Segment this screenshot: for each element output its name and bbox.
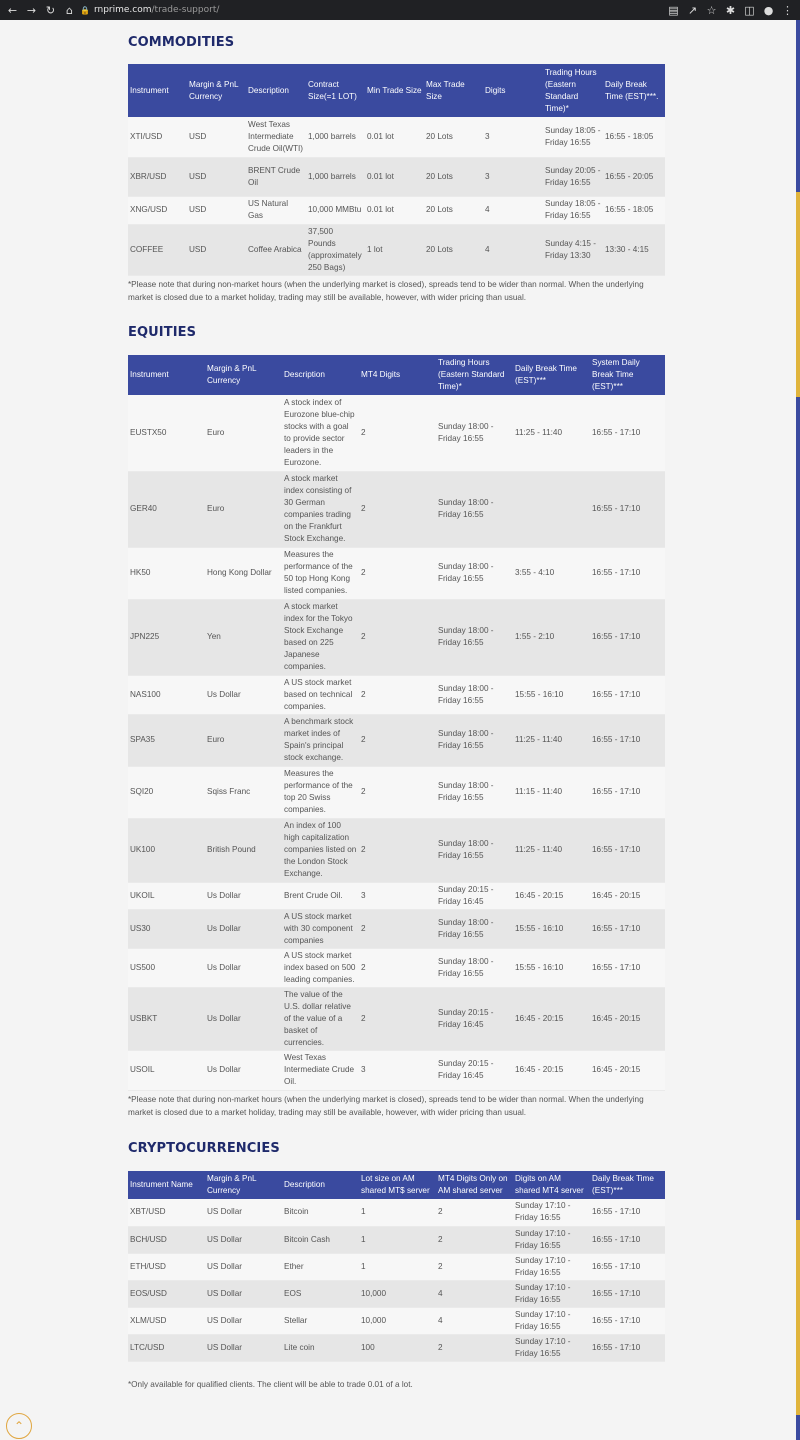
table-cell: A stock market index consisting of 30 German companies trading on the Frankfurt Stock Exchange. <box>282 471 359 547</box>
table-cell: 1 <box>359 1253 436 1280</box>
table-cell: Yen <box>205 599 282 675</box>
table-cell: 100 <box>359 1334 436 1361</box>
table-cell: Us Dollar <box>205 948 282 987</box>
table-cell: 11:25 - 11:40 <box>513 395 590 471</box>
table-cell: 16:55 - 17:10 <box>590 547 665 599</box>
table-cell: Sunday 17:10 - Friday 16:55 <box>513 1199 590 1226</box>
column-header: Margin & PnL Currency <box>187 64 246 117</box>
lock-icon: 🔒 <box>80 5 90 15</box>
table-cell: 16:45 - 20:15 <box>590 1050 665 1090</box>
table-cell: 16:55 - 17:10 <box>590 1253 665 1280</box>
table-cell: 16:55 - 17:10 <box>590 1226 665 1253</box>
table-cell: Measures the performance of the top 20 Swiss companies. <box>282 766 359 818</box>
crypto-table <box>128 1171 665 1362</box>
table-cell: 2 <box>436 1226 513 1253</box>
column-header: Description <box>282 355 359 395</box>
equities-note: *Please note that during non-market hours (when the underlying market is closed), spreads tend to be wider than normal. When the underlying market is closed due to a market holiday, trading may still be available, however, with wider pricing than usual. <box>128 1095 644 1117</box>
table-cell: 16:55 - 17:10 <box>590 1307 665 1334</box>
crypto-heading: CRYPTOCURRENCIES <box>128 1141 280 1156</box>
table-cell: COFFEE <box>128 224 187 275</box>
table-cell: Sunday 17:10 - Friday 16:55 <box>513 1226 590 1253</box>
table-row <box>128 714 665 766</box>
table-cell: 10,000 MMBtu <box>306 196 365 224</box>
table-cell: UK100 <box>128 818 205 882</box>
back-icon[interactable]: ← <box>7 3 18 17</box>
table-cell: An index of 100 high capitalization companies listed on the London Stock Exchange. <box>282 818 359 882</box>
column-header: Description <box>282 1171 359 1199</box>
table-cell: USD <box>187 196 246 224</box>
table-row <box>128 1307 665 1334</box>
table-cell: 2 <box>359 909 436 948</box>
commodities-heading: COMMODITIES <box>128 35 235 50</box>
table-cell: Stellar <box>282 1307 359 1334</box>
table-cell: 3 <box>483 117 543 157</box>
table-cell: Sunday 18:00 - Friday 16:55 <box>436 766 513 818</box>
table-cell: Euro <box>205 714 282 766</box>
table-cell: The value of the U.S. dollar relative of the value of a basket of currencies. <box>282 987 359 1050</box>
chevron-up-icon: ⌃ <box>13 1419 25 1433</box>
table-cell: 15:55 - 16:10 <box>513 675 590 714</box>
table-cell: Sunday 17:10 - Friday 16:55 <box>513 1280 590 1307</box>
table-cell: SPA35 <box>128 714 205 766</box>
table-cell: 2 <box>359 714 436 766</box>
table-cell: Lite coin <box>282 1334 359 1361</box>
table-cell: JPN225 <box>128 599 205 675</box>
table-cell: Euro <box>205 471 282 547</box>
table-cell: UKOIL <box>128 882 205 909</box>
column-header: Margin & PnL Currency <box>205 355 282 395</box>
table-cell: British Pound <box>205 818 282 882</box>
url-path: /trade-support/ <box>151 5 220 15</box>
table-cell: 20 Lots <box>424 224 483 275</box>
table-cell: Us Dollar <box>205 675 282 714</box>
menu-icon[interactable]: ⋮ <box>782 3 793 17</box>
table-row <box>128 1199 665 1226</box>
table-row <box>128 818 665 882</box>
table-cell: 10,000 <box>359 1307 436 1334</box>
table-cell: 1 <box>359 1199 436 1226</box>
table-cell: Sunday 18:00 - Friday 16:55 <box>436 395 513 471</box>
table-cell: EOS <box>282 1280 359 1307</box>
table-cell: 20 Lots <box>424 196 483 224</box>
table-cell: US Dollar <box>205 1253 282 1280</box>
table-row <box>128 882 665 909</box>
table-cell: 16:45 - 20:15 <box>513 987 590 1050</box>
table-cell: 11:25 - 11:40 <box>513 818 590 882</box>
table-cell: 1,000 barrels <box>306 157 365 196</box>
table-cell: 4 <box>436 1280 513 1307</box>
table-cell: 16:55 - 17:10 <box>590 766 665 818</box>
table-cell: 16:55 - 18:05 <box>603 196 665 224</box>
column-header: Trading Hours (Eastern Standard Time)* <box>436 355 513 395</box>
table-cell: Sunday 18:00 - Friday 16:55 <box>436 948 513 987</box>
table-cell: Sunday 20:15 - Friday 16:45 <box>436 987 513 1050</box>
table-cell: Sunday 17:10 - Friday 16:55 <box>513 1334 590 1361</box>
table-cell: SQI20 <box>128 766 205 818</box>
table-cell: 15:55 - 16:10 <box>513 948 590 987</box>
column-header: Description <box>246 64 306 117</box>
equities-table <box>128 355 665 1091</box>
column-header: Instrument <box>128 64 187 117</box>
table-cell: 2 <box>359 818 436 882</box>
table-row <box>128 1226 665 1253</box>
table-cell: 2 <box>359 471 436 547</box>
table-cell: Sunday 4:15 - Friday 13:30 <box>543 224 603 275</box>
table-cell: 13:30 - 4:15 <box>603 224 665 275</box>
column-header: Margin & PnL Currency <box>205 1171 282 1199</box>
table-row <box>128 599 665 675</box>
table-cell: USD <box>187 157 246 196</box>
table-cell: XBT/USD <box>128 1199 205 1226</box>
table-cell: 16:55 - 17:10 <box>590 818 665 882</box>
column-header: MT4 Digits <box>359 355 436 395</box>
table-header-row <box>128 355 665 395</box>
scroll-to-top-button[interactable] <box>6 1413 32 1439</box>
table-cell: US30 <box>128 909 205 948</box>
column-header: Max Trade Size <box>424 64 483 117</box>
column-header: Min Trade Size <box>365 64 424 117</box>
table-cell: USD <box>187 224 246 275</box>
table-cell: 2 <box>359 547 436 599</box>
table-cell: 4 <box>436 1307 513 1334</box>
table-row <box>128 196 665 224</box>
table-cell: US Dollar <box>205 1280 282 1307</box>
edge-accent <box>796 192 800 397</box>
column-header: Daily Break Time (EST)***. <box>603 64 665 117</box>
table-cell <box>513 471 590 547</box>
table-cell: 16:55 - 17:10 <box>590 1199 665 1226</box>
table-cell: Sunday 18:00 - Friday 16:55 <box>436 599 513 675</box>
table-cell: XTI/USD <box>128 117 187 157</box>
table-row <box>128 1253 665 1280</box>
table-cell: Us Dollar <box>205 909 282 948</box>
table-cell: Hong Kong Dollar <box>205 547 282 599</box>
table-cell: 3 <box>483 157 543 196</box>
table-header-row <box>128 1171 665 1199</box>
address-bar[interactable] <box>80 2 659 18</box>
table-cell: 16:45 - 20:15 <box>590 882 665 909</box>
table-cell: 2 <box>359 675 436 714</box>
table-cell: Sunday 17:10 - Friday 16:55 <box>513 1307 590 1334</box>
column-header: Daily Break Time (EST)*** <box>513 355 590 395</box>
table-cell: 2 <box>359 987 436 1050</box>
table-cell: 20 Lots <box>424 117 483 157</box>
table-cell: 0.01 lot <box>365 117 424 157</box>
table-row <box>128 909 665 948</box>
table-cell: Sunday 18:00 - Friday 16:55 <box>436 471 513 547</box>
column-header: Contract Size(=1 LOT) <box>306 64 365 117</box>
table-cell: Brent Crude Oil. <box>282 882 359 909</box>
table-cell: US Dollar <box>205 1199 282 1226</box>
table-cell: USBKT <box>128 987 205 1050</box>
table-cell: XLM/USD <box>128 1307 205 1334</box>
table-cell: US Dollar <box>205 1226 282 1253</box>
table-cell: 16:55 - 17:10 <box>590 948 665 987</box>
table-row <box>128 1280 665 1307</box>
table-cell: Sunday 20:05 - Friday 16:55 <box>543 157 603 196</box>
table-cell: 1 <box>359 1226 436 1253</box>
table-cell: 16:55 - 18:05 <box>603 117 665 157</box>
browser-toolbar <box>0 0 800 20</box>
table-cell: Sunday 20:15 - Friday 16:45 <box>436 1050 513 1090</box>
column-header: MT4 Digits Only on AM shared server <box>436 1171 513 1199</box>
table-cell: 2 <box>359 395 436 471</box>
column-header: Instrument Name <box>128 1171 205 1199</box>
equities-heading: EQUITIES <box>128 325 197 340</box>
column-header: System Daily Break Time (EST)*** <box>590 355 665 395</box>
table-row <box>128 157 665 196</box>
table-cell: XNG/USD <box>128 196 187 224</box>
column-header: Digits <box>483 64 543 117</box>
table-cell: Ether <box>282 1253 359 1280</box>
table-row <box>128 117 665 157</box>
reload-icon[interactable]: ↻ <box>45 3 56 17</box>
column-header: Digits on AM shared MT4 server <box>513 1171 590 1199</box>
table-cell: Sunday 18:00 - Friday 16:55 <box>436 675 513 714</box>
table-cell: 15:55 - 16:10 <box>513 909 590 948</box>
table-cell: 0.01 lot <box>365 196 424 224</box>
table-cell: LTC/USD <box>128 1334 205 1361</box>
table-row <box>128 987 665 1050</box>
table-cell: A benchmark stock market indes of Spain's principal stock exchange. <box>282 714 359 766</box>
table-cell: 20 Lots <box>424 157 483 196</box>
table-cell: Sqiss Franc <box>205 766 282 818</box>
table-cell: Euro <box>205 395 282 471</box>
table-cell: 2 <box>436 1199 513 1226</box>
table-cell: Sunday 18:00 - Friday 16:55 <box>436 818 513 882</box>
table-row <box>128 1334 665 1361</box>
table-cell: Sunday 18:00 - Friday 16:55 <box>436 714 513 766</box>
table-cell: Sunday 20:15 - Friday 16:45 <box>436 882 513 909</box>
table-cell: Us Dollar <box>205 882 282 909</box>
column-header: Trading Hours (Eastern Standard Time)* <box>543 64 603 117</box>
table-cell: 2 <box>359 599 436 675</box>
table-cell: 16:55 - 17:10 <box>590 471 665 547</box>
column-header: Lot size on AM shared MT$ server <box>359 1171 436 1199</box>
crypto-note: *Only available for qualified clients. The client will be able to trade 0.01 of a lot. <box>128 1380 413 1389</box>
table-cell: US Dollar <box>205 1334 282 1361</box>
table-cell: 3 <box>359 1050 436 1090</box>
table-cell: Bitcoin <box>282 1199 359 1226</box>
table-cell: 2 <box>436 1253 513 1280</box>
commodities-note: *Please note that during non-market hours (when the underlying market is closed), spreads tend to be wider than normal. When the underlying market is closed due to a market holiday, trading may still be available, however, with wider pricing than usual. <box>128 280 644 302</box>
table-cell: 3 <box>359 882 436 909</box>
table-cell: West Texas Intermediate Crude Oil. <box>282 1050 359 1090</box>
table-cell: US Natural Gas <box>246 196 306 224</box>
table-cell: Sunday 18:05 - Friday 16:55 <box>543 196 603 224</box>
table-cell: 4 <box>483 196 543 224</box>
table-header-row <box>128 64 665 117</box>
table-cell: BRENT Crude Oil <box>246 157 306 196</box>
table-cell: 16:55 - 17:10 <box>590 675 665 714</box>
table-cell: Measures the performance of the 50 top Hong Kong listed companies. <box>282 547 359 599</box>
table-cell: 16:55 - 17:10 <box>590 1280 665 1307</box>
table-row <box>128 1050 665 1090</box>
table-row <box>128 675 665 714</box>
table-cell: 16:45 - 20:15 <box>590 987 665 1050</box>
table-cell: 16:55 - 17:10 <box>590 395 665 471</box>
table-cell: 2 <box>359 766 436 818</box>
table-cell: ETH/USD <box>128 1253 205 1280</box>
table-cell: 16:55 - 17:10 <box>590 714 665 766</box>
table-cell: 3:55 - 4:10 <box>513 547 590 599</box>
table-cell: NAS100 <box>128 675 205 714</box>
table-cell: 16:45 - 20:15 <box>513 1050 590 1090</box>
table-cell: A stock market index for the Tokyo Stock Exchange based on 225 Japanese companies. <box>282 599 359 675</box>
table-cell: BCH/USD <box>128 1226 205 1253</box>
table-cell: EOS/USD <box>128 1280 205 1307</box>
table-cell: 11:25 - 11:40 <box>513 714 590 766</box>
table-cell: Sunday 18:05 - Friday 16:55 <box>543 117 603 157</box>
home-icon[interactable]: ⌂ <box>66 3 73 17</box>
table-cell: Sunday 18:00 - Friday 16:55 <box>436 547 513 599</box>
table-cell: EUSTX50 <box>128 395 205 471</box>
table-row <box>128 948 665 987</box>
table-cell: 1 lot <box>365 224 424 275</box>
table-cell: 4 <box>483 224 543 275</box>
share-icon[interactable]: ↗ <box>687 3 698 17</box>
translate-icon[interactable]: ▤ <box>668 3 679 17</box>
url-host: rnprime.com <box>93 5 152 15</box>
page-edge-stripe <box>796 20 800 1440</box>
table-cell: US Dollar <box>205 1307 282 1334</box>
table-cell: Bitcoin Cash <box>282 1226 359 1253</box>
table-cell: US500 <box>128 948 205 987</box>
table-cell: Sunday 17:10 - Friday 16:55 <box>513 1253 590 1280</box>
table-row <box>128 766 665 818</box>
table-cell: 1,000 barrels <box>306 117 365 157</box>
table-cell: A US stock market with 30 component companies <box>282 909 359 948</box>
edge-accent <box>796 1220 800 1415</box>
table-cell: 1:55 - 2:10 <box>513 599 590 675</box>
bookmark-star-icon[interactable]: ☆ <box>706 3 717 17</box>
table-cell: 2 <box>359 948 436 987</box>
extensions-icon[interactable]: ✱ <box>725 3 736 17</box>
commodities-table <box>128 64 665 276</box>
sidebar-icon[interactable]: ◫ <box>744 3 755 17</box>
table-row <box>128 547 665 599</box>
table-row <box>128 395 665 471</box>
table-cell: Coffee Arabica <box>246 224 306 275</box>
table-cell: 37,500 Pounds (approximately 250 Bags) <box>306 224 365 275</box>
column-header: Instrument <box>128 355 205 395</box>
table-cell: Us Dollar <box>205 1050 282 1090</box>
table-cell: 10,000 <box>359 1280 436 1307</box>
table-row <box>128 471 665 547</box>
table-cell: 16:55 - 20:05 <box>603 157 665 196</box>
table-cell: Us Dollar <box>205 987 282 1050</box>
forward-icon[interactable]: → <box>26 3 37 17</box>
table-cell: 11:15 - 11:40 <box>513 766 590 818</box>
table-cell: USOIL <box>128 1050 205 1090</box>
table-cell: 16:55 - 17:10 <box>590 599 665 675</box>
table-cell: 16:55 - 17:10 <box>590 909 665 948</box>
table-cell: XBR/USD <box>128 157 187 196</box>
table-cell: A stock index of Eurozone blue-chip stocks with a goal to provide sector leaders in the Eurozone. <box>282 395 359 471</box>
table-cell: HK50 <box>128 547 205 599</box>
profile-icon[interactable]: ● <box>763 3 774 17</box>
table-cell: A US stock market based on technical companies. <box>282 675 359 714</box>
table-cell: 16:45 - 20:15 <box>513 882 590 909</box>
table-row <box>128 224 665 275</box>
column-header: Daily Break Time (EST)*** <box>590 1171 665 1199</box>
table-cell: A US stock market index based on 500 leading companies. <box>282 948 359 987</box>
table-cell: GER40 <box>128 471 205 547</box>
table-cell: 16:55 - 17:10 <box>590 1334 665 1361</box>
table-cell: Sunday 18:00 - Friday 16:55 <box>436 909 513 948</box>
table-cell: 0.01 lot <box>365 157 424 196</box>
table-cell: USD <box>187 117 246 157</box>
table-cell: West Texas Intermediate Crude Oil(WTI) <box>246 117 306 157</box>
table-cell: 2 <box>436 1334 513 1361</box>
